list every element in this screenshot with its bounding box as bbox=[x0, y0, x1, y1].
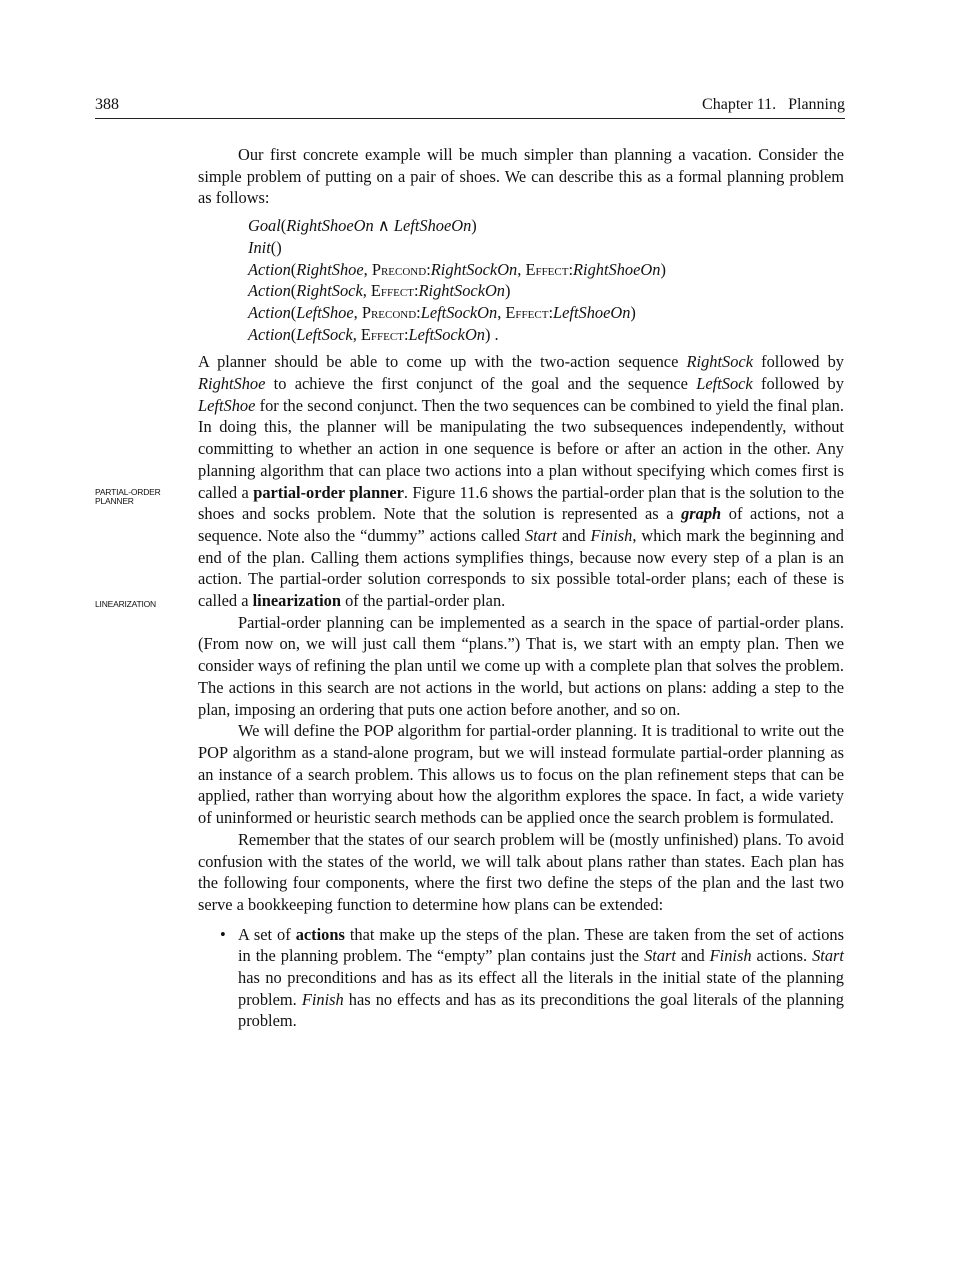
paragraph: A planner should be able to come up with the two-action sequence RightSock followed by RightShoe to achieve the first conjunct of the goal and the sequence LeftSock followed by LeftShoe for the second conjunct. Then the two sequences can be combined to yield the final plan. In doing this, the planner will be manipulating the two subsequences independently, without committing to whether an action in one sequence is before or after an action in the other. Any planning algorithm that can place two actions into a plan without specifying which comes first is called a partial-order planner. Figure 11.6 shows the partial-order plan that is the solution to the shoes and socks problem. Note that the solution is represented as a graph of actions, not a sequence. Note also the “dummy” actions called Start and Finish, which mark the beginning and end of the plan. Calling them actions symplifies things, because now every step of a plan is an action. The partial-order solution corresponds to six possible total-order plans; each of these is called a linearization of the partial-order plan. bbox=[198, 352, 844, 611]
list-item: • A set of actions that make up the steps of the plan. These are taken from the set of actions in the planning problem. The “empty” plan contains just the Start and Finish actions. Start has no preconditions and has as its effect all the literals in the initial state of the planning problem. Finish has no effects and has as its preconditions the goal literals of the planning problem. bbox=[220, 924, 844, 1031]
paragraph: Our first concrete example will be much simpler than planning a vacation. Consider the simple problem of putting on a pair of shoes. We can describe this as a formal planning problem as follows: bbox=[198, 145, 844, 208]
math-line-goal: Goal(RightShoeOn ∧ LeftShoeOn) bbox=[248, 216, 477, 236]
page-header bbox=[95, 94, 845, 119]
chapter-label: Chapter 11. bbox=[702, 96, 777, 113]
margin-note-partial-order-planner: PARTIAL-ORDER PLANNER bbox=[95, 487, 161, 506]
main-text bbox=[198, 144, 844, 1032]
math-line-action: Action(LeftSock, Effect:LeftSockOn) . bbox=[248, 324, 499, 344]
running-head bbox=[702, 96, 845, 114]
component-list bbox=[198, 924, 844, 1033]
chapter-title: Planning bbox=[788, 96, 845, 113]
formal-problem bbox=[248, 215, 844, 345]
math-line-action: Action(RightSock, Effect:RightSockOn) bbox=[248, 281, 511, 301]
page-number: 388 bbox=[95, 96, 119, 113]
math-line-action: Action(RightShoe, Precond:RightSockOn, Effect:RightShoeOn) bbox=[248, 259, 666, 279]
paragraph: Partial-order planning can be implemented as a search in the space of partial-order plans. (From now on, we will just call them “plans.”) That is, we start with an empty plan. Then we consider ways of refining the plan until we come up with a complete plan that solves the problem. The actions in this search are not actions in the world, but actions on plans: adding a step to the plan, imposing an ordering that puts one action before another, and so on. bbox=[198, 612, 844, 719]
paragraph: We will define the POP algorithm for partial-order planning. It is traditional to write out the POP algorithm as a stand-alone program, but we will instead formulate partial-order planning as an instance of a search problem. This allows us to focus on the plan refinement steps that can be applied, rather than worrying about how the algorithm explores the space. In fact, a wide variety of uninformed or heuristic search methods can be applied once the search problem is formulated. bbox=[198, 721, 844, 828]
math-line-action: Action(LeftShoe, Precond:LeftSockOn, Effect:LeftShoeOn) bbox=[248, 302, 636, 322]
margin-note-linearization: LINEARIZATION bbox=[95, 599, 157, 609]
bullet-icon: • bbox=[220, 924, 226, 944]
term-partial-order-planner: partial-order planner bbox=[253, 482, 404, 502]
paragraph: Remember that the states of our search problem will be (mostly unfinished) plans. To avoid confusion with the states of the world, we will talk about plans rather than states. Each plan has the following four components, where the first two define the steps of the plan and the last two serve a bookkeeping function to determine how plans can be extended: bbox=[198, 829, 844, 914]
term-linearization: linearization bbox=[252, 591, 341, 611]
math-line-init: Init() bbox=[248, 237, 282, 257]
term-actions: actions bbox=[295, 924, 345, 944]
